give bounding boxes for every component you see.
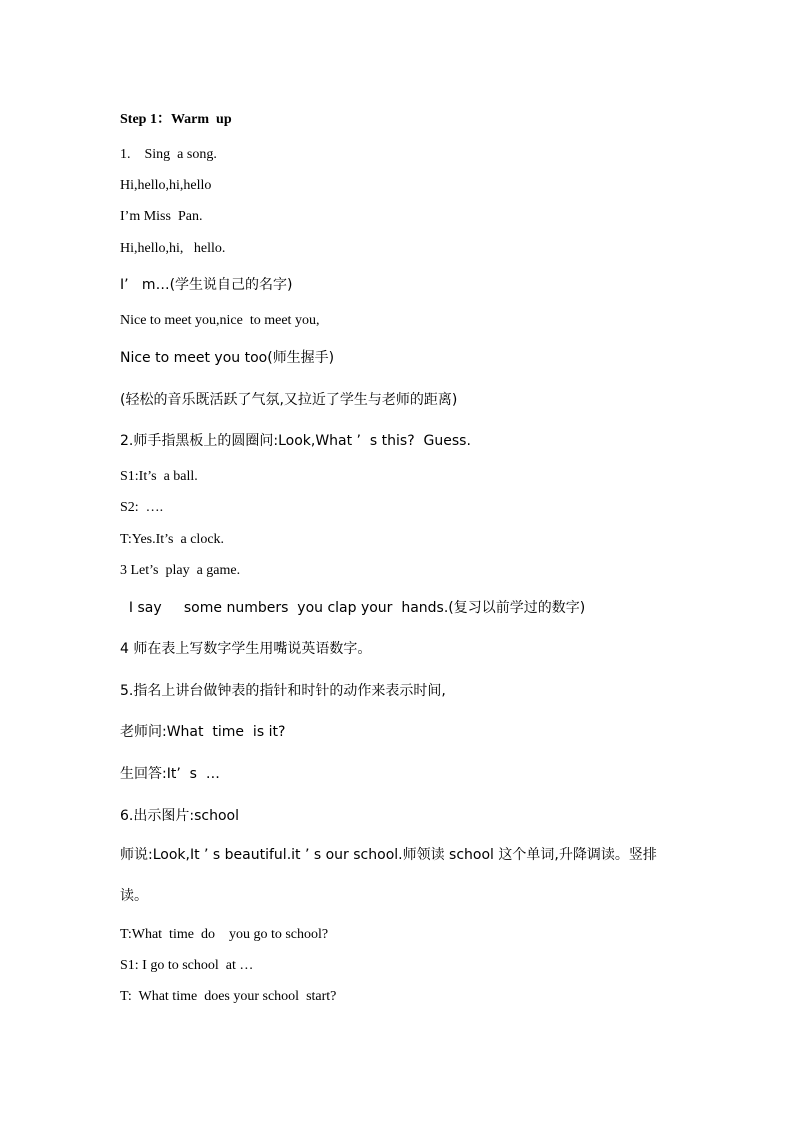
text-line: (轻松的音乐既活跃了气氛,又拉近了学生与老师的距离)	[120, 392, 458, 408]
text-paragraph: 师说:Look,It ’ s beautiful.it ’ s our school.师领读 school 这个单词,升降调读。竖排读。	[120, 847, 657, 904]
text-line: Hi,hello,hi, hello.	[120, 241, 226, 256]
text-line: Nice to meet you,nice to meet you,	[120, 313, 320, 328]
text-line: Hi,hello,hi,hello	[120, 178, 212, 193]
text-line: I’ m…(学生说自己的名字)	[120, 277, 293, 293]
text-line: T:What time do you go to school?	[120, 927, 329, 942]
text-line: T:Yes.It’s a clock.	[120, 532, 225, 547]
text-line: I’m Miss Pan.	[120, 209, 203, 224]
text-line: 5.指名上讲台做钟表的指针和时针的动作来表示时间,	[120, 683, 446, 699]
text-line: 老师问:What time is it?	[120, 724, 286, 740]
step-heading: Step 1：Warm up	[120, 112, 232, 127]
text-line: 4 师在表上写数字学生用嘴说英语数字。	[120, 641, 372, 657]
text-line: S1: I go to school at …	[120, 958, 254, 973]
text-line: 1. Sing a song.	[120, 147, 217, 162]
text-line: Nice to meet you too(师生握手)	[120, 350, 335, 366]
text-line: 6.出示图片:school	[120, 808, 239, 824]
text-line: S1:It’s a ball.	[120, 469, 198, 484]
text-line: 2.师手指黑板上的圆圈问:Look,What ’ s this? Guess.	[120, 433, 471, 449]
text-line: I say some numbers you clap your hands.(复习以前学过的数字)	[120, 600, 586, 616]
text-line: T: What time does your school start?	[120, 989, 337, 1004]
text-line: 3 Let’s play a game.	[120, 563, 241, 578]
text-line: 生回答:It’ s …	[120, 766, 220, 782]
text-line: S2: ….	[120, 500, 164, 515]
